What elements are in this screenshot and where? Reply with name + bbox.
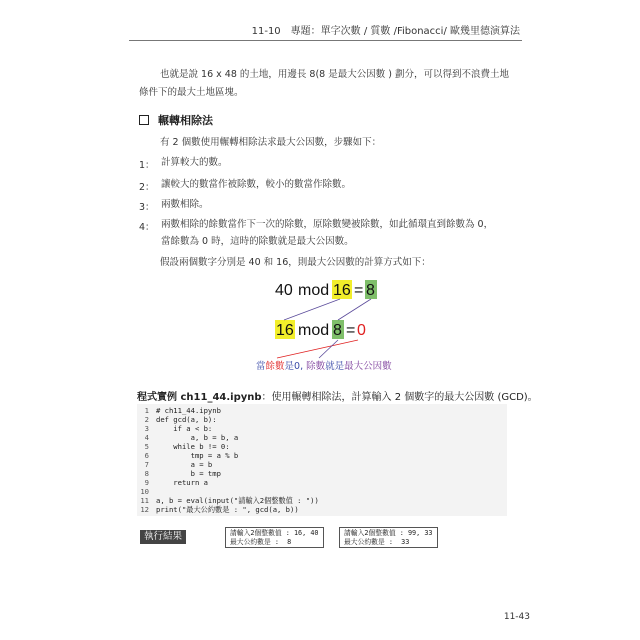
result-badge: 執行結果 bbox=[140, 530, 186, 544]
row2-operator: mod bbox=[298, 322, 330, 339]
line-number: 10 bbox=[140, 487, 149, 496]
step-text: 兩數相除。 bbox=[161, 199, 209, 210]
row2-equals: = bbox=[346, 322, 356, 339]
code-text: print("最大公約數是 : ", gcd(a, b)) bbox=[156, 505, 299, 514]
intro-line-1: 也就是說 16 x 48 的土地，用邊長 8(8 是最大公因數 ) 劃分，可以得到不浪費土地 bbox=[160, 69, 509, 80]
arrow-divisor-to-caption bbox=[319, 340, 338, 358]
code-text: if a < b: bbox=[156, 424, 213, 433]
row1-remainder: 8 bbox=[366, 282, 375, 299]
running-header: 11-10 專題：單字次數 / 質數 /Fibonacci/ 歐幾里德演算法 bbox=[251, 26, 520, 37]
code-text: a, b = b, a bbox=[156, 433, 239, 442]
section-title: 輾轉相除法 bbox=[158, 114, 213, 127]
row2-dividend: 16 bbox=[276, 322, 294, 339]
result-output-1 bbox=[225, 527, 324, 548]
section-bullet-icon bbox=[139, 115, 149, 125]
step-number: 3： bbox=[139, 202, 155, 213]
program-title bbox=[137, 388, 538, 403]
program-label: 程式實例 ch11_44.ipynb bbox=[137, 392, 262, 403]
line-number: 9 bbox=[144, 478, 149, 487]
result-output-2 bbox=[339, 527, 438, 548]
code-text: def gcd(a, b): bbox=[156, 415, 217, 424]
intro-line-2: 條件下的最大土地區塊。 bbox=[139, 87, 244, 98]
header-rule bbox=[129, 40, 522, 41]
code-block bbox=[137, 404, 507, 516]
line-number: 3 bbox=[144, 424, 149, 433]
row2-divisor: 8 bbox=[333, 322, 342, 339]
arrow-divisor-to-dividend bbox=[284, 299, 340, 320]
arrow-remainder-to-divisor bbox=[338, 299, 371, 320]
line-number: 1 bbox=[144, 406, 149, 415]
diagram-caption: 當餘數是0, 除數就是最大公因數 bbox=[256, 361, 392, 372]
code-text: a = b bbox=[156, 460, 213, 469]
code-text: b = tmp bbox=[156, 469, 221, 478]
result-line: 最大公約數是 : 8 bbox=[230, 537, 292, 546]
row1-equals: = bbox=[354, 282, 364, 299]
line-number: 5 bbox=[144, 442, 149, 451]
line-number: 8 bbox=[144, 469, 149, 478]
result-line: 最大公約數是 : 33 bbox=[344, 537, 410, 546]
step-number: 1： bbox=[139, 160, 155, 171]
row1-dividend: 40 bbox=[275, 282, 293, 299]
lead-text: 有 2 個數使用輾轉相除法求最大公因數，步驟如下： bbox=[160, 137, 382, 148]
step-number: 2： bbox=[139, 182, 155, 193]
gcd-diagram bbox=[250, 278, 410, 378]
arrow-remainder-to-caption bbox=[277, 340, 358, 358]
step-text-continued: 當餘數為 0 時，這時的除數就是最大公因數。 bbox=[161, 236, 354, 247]
step-text: 兩數相除的餘數當作下一次的除數，原除數變被除數，如此循環直到餘數為 0， bbox=[161, 219, 494, 230]
line-number: 6 bbox=[144, 451, 149, 460]
code-text: a, b = eval(input("請輸入2個整數值 : ")) bbox=[156, 496, 319, 505]
line-number: 2 bbox=[144, 415, 149, 424]
code-text: return a bbox=[156, 478, 208, 487]
step-text: 讓較大的數當作被除數，較小的數當作除數。 bbox=[161, 179, 352, 190]
line-number: 12 bbox=[140, 505, 149, 514]
code-text: # ch11_44.ipynb bbox=[156, 406, 221, 415]
result-line: 請輸入2個整數值 : 16, 40 bbox=[230, 529, 319, 537]
step-text: 計算較大的數。 bbox=[161, 157, 228, 168]
row1-operator: mod bbox=[298, 282, 330, 299]
step-number: 4： bbox=[139, 222, 155, 233]
code-text: tmp = a % b bbox=[156, 451, 239, 460]
example-text: 假設兩個數字分別是 40 和 16，則最大公因數的計算方式如下： bbox=[160, 257, 431, 268]
line-number: 4 bbox=[144, 433, 149, 442]
result-line: 請輸入2個整數值 : 99, 33 bbox=[344, 529, 433, 537]
row2-remainder: 0 bbox=[357, 322, 366, 339]
program-description: ：使用輾轉相除法，計算輸入 2 個數字的最大公因數 (GCD)。 bbox=[261, 392, 538, 403]
line-number: 11 bbox=[140, 496, 149, 505]
page-number: 11-43 bbox=[503, 612, 530, 622]
row1-divisor: 16 bbox=[333, 282, 351, 299]
line-number: 7 bbox=[144, 460, 149, 469]
code-text: while b != 0: bbox=[156, 442, 230, 451]
